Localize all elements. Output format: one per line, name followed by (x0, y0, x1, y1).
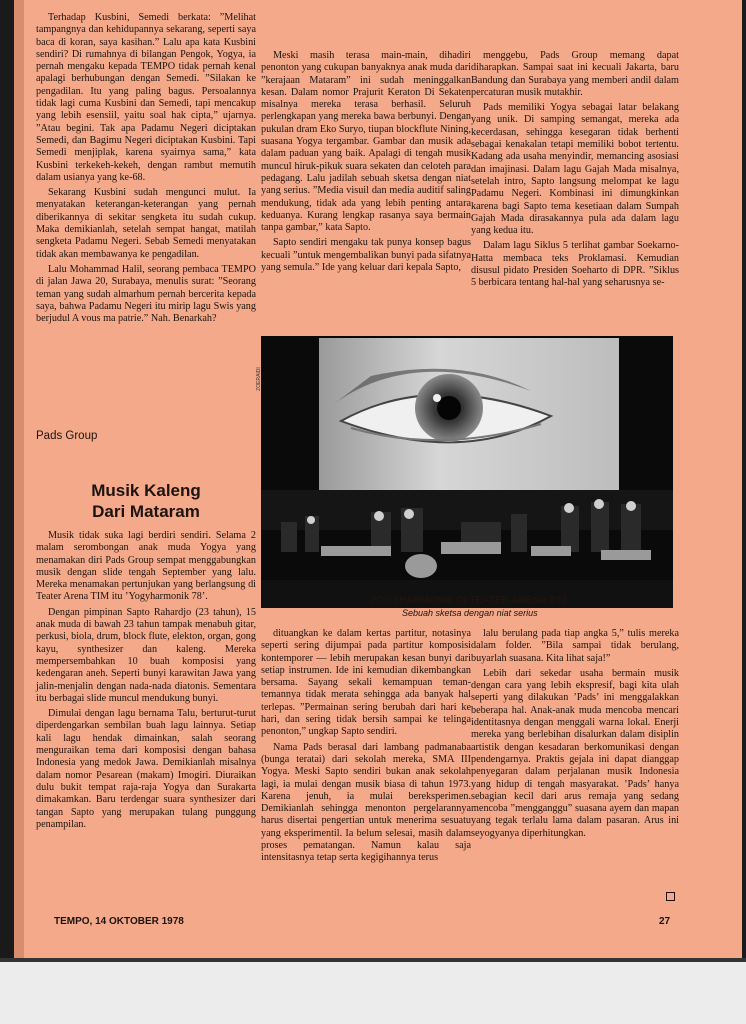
paragraph: Sekarang Kusbini sudah mengunci mulut. Ia menyatakan keterangan-keterangan yang pernah diberikannya di sekitar sengketa itu sudah cukup. Maka demikianlah, setelah sempat hangat, matilah sengketa Padamu Negeri. Sebab Semedi menyatakan tidak akan membawanya ke pengadilan. (36, 187, 256, 260)
concert-photo (255, 336, 673, 608)
column-1-top (36, 12, 256, 328)
paragraph: Lebih dari sekedar usaha bermain musik dengan cara yang lebih ekspresif, bagi kita ulah seperti yang dilakukan ’Pads’ ini menggalakkan beberapa hal. Anak-anak muda mencoba mencari identitasnya dengan menggali warna lokal. Enerji mereka yang berlebihan disalurkan dalam disiplin artistik dengan kesadaran berkomunikasi dengan pendengarnya. Praktis gejala ini dapat dianggap penyegaran dalam perjalanan musik Indonesia yang hidup di tengah masyarakat. ’Pads’ hanya sebagian kecil dari arus remaja yang sedang mencoba ”mengganggu” suasana ayem dan mapan yang tegak terlalu lama dalam pasaran. Arus ini seyogyanya diperhitungkan. (471, 667, 679, 839)
headline-line-1: Musik Kaleng (91, 481, 201, 500)
headline-line-2: Dari Mataram (92, 502, 200, 521)
page-number: 27 (659, 916, 671, 927)
section-label: Pads Group (36, 430, 98, 442)
magazine-page (14, 0, 742, 958)
column-1-bottom (36, 530, 256, 834)
publication-date: TEMPO, 14 OKTOBER 1978 (54, 916, 184, 927)
paragraph: menggebu, Pads Group memang dapat diharapkan. Sampai saat ini kecuali Jakarta, baru Bandung dan Surabaya yang memberi andil dalam percaturan musik mutakhir. (471, 50, 679, 98)
page-edge (0, 958, 746, 962)
concert-photo-image (261, 336, 673, 608)
paragraph: Dimulai dengan lagu bernama Talu, berturut-turut diperdengarkan sembilan buah lagu lainnya. Setiap kali lagu hendak dimainkan, salah seorang menguraikan tema dari komposisi dengan bahasa Indonesia yang medok Jawa. Demikianlah misalnya dalam nomor Pesarean (makam) Imogiri. Diuraikan dulu bukit tempat raja-raja Yogya dan Surakarta dimakamkan. Baru terdengar suara synthesizer dari tangan Sapto yang merupakan tulang punggung penampilan. (36, 708, 256, 830)
column-2-bottom (261, 628, 471, 868)
paragraph: Dalam lagu Siklus 5 terlihat gambar Soekarno-Hatta membaca teks Proklamasi. Kemudian disusul pidato Presiden Soeharto di DPR. ”Siklus 5 berbicara tentang hal-hal yang seharusnya se- (471, 240, 679, 289)
page-gutter (14, 0, 24, 958)
paragraph: Lalu Mohammad Halil, seorang pembaca TEMPO di jalan Jawa 20, Surabaya, menulis surat: ”Seorang teman yang sudah almarhum pernah bercerita kepada saya, bahwa Padamu Negeri itu mirip lagu Swis yang berjudul A vous ma patrie.” Nah. Benarkah? (36, 263, 256, 325)
paragraph: Dengan pimpinan Sapto Rahardjo (23 tahun), 15 anak muda di bawah 23 tahun tampak menabuh gitar, perkusi, biola, drum, block flute, elekton, organ, gong kayu, synthesizer dan kaleng. Mereka mempersembahkan 10 buah komposisi yang kedengaran aneh. Seperti bunyi karawitan Jawa yang jalin-menjalin dengan nada-nada diatonis. Sementara itu berbagai slide muncul mendukung bunyi. (36, 606, 256, 704)
column-2-top (261, 50, 471, 277)
column-3-bottom (471, 628, 679, 843)
column-3-top (471, 50, 679, 293)
paragraph: dituangkan ke dalam kertas partitur, notasinya seperti sering dijumpai pada partitur komposisi kontemporer — lebih merupakan kesan bunyi dari setiap instrumen. Ide ini kemudian dikembangkan bersama. Sayang sekali kemampuan teman-temannya tidak merata sehingga ada banyak hal terlepas. ”Permainan sering berubah dari hari ke hari, dan sering tidak bersih sampai ke telinga penonton,” ungkap Sapto sendiri. (261, 628, 471, 738)
end-of-article-mark (666, 892, 675, 901)
paragraph: Pads memiliki Yogya sebagai latar belakang yang unik. Di samping semangat, mereka ada kecerdasan, sehingga kesegaran tidak berhenti sebagai kenakalan tetapi memiliki bobot tertentu. Kadang ada usaha menyindir, memancing asosiasi dan imajinasi. Dalam lagu Gajah Mada misalnya, setelah intro, Sapto langsung melompat ke lagu Padamu Negeri. Kombinasi ini dimungkinkan karena bagi Sapto tema kesetiaan dalam Sumpah Gajah Mada dirasakannya pula ada dalam lagu yang kedua itu. (471, 102, 679, 237)
photo-subcaption: Sebuah sketsa dengan niat serius (402, 608, 538, 618)
scan-background (0, 958, 746, 1024)
photo-credit: ZOERAIDI (255, 367, 262, 391)
paragraph: Musik tidak suka lagi berdiri sendiri. Selama 2 malam serombongan anak muda Yogya yang menamakan diri Pads Group sempat menggabungkan musik dengan slide tengah September yang lalu. Mereka menamakan pertunjukan yang berlangsung di Teater Arena TIM itu ’Yogyharmonik 78’. (36, 530, 256, 603)
paragraph: Meski masih terasa main-main, dihadiri penonton yang cukupan banyaknya anak muda dari ”kerajaan Mataram” ini sudah meninggalkan kesan. Dalam nomor Prajurit Keraton Di Sekaten misalnya mereka terasa berhasil. Seluruh perlengkapan yang mereka bawa berbunyi. Dengan pukulan dram Eko Suryo, tiupan blockflute Nining, suasana Yogya tergambar. Gambar dan musik ada dalam paduan yang baik. Apalagi di tengah musik muncul hiruk-pikuk suara sekaten dan celoteh para pedagang. Lalu jadilah sebuah sketsa dengan niat yang serius. ”Media visuil dan media auditif saling mendukung, tidak ada yang lebih penting antara keduanya. Kurang lengkap rasanya saya bermain tanpa gambar,” kata Sapto. (261, 50, 471, 234)
photo-caption: YOGYHARMONIK DI TEATER ARENA TIM (370, 595, 567, 606)
article-headline (36, 480, 256, 522)
paragraph: lalu berulang pada tiap angka 5,” tulis mereka dalam folder. ”Bila sampai tidak berulang, buyarlah suasana. Kita lihat saja!” (471, 628, 679, 664)
paragraph: Sapto sendiri mengaku tak punya konsep bagus kecuali ”untuk mengembalikan bunyi pada sifatnya yang semula.” Ide yang keluar dari kepala Sapto, (261, 237, 471, 274)
paragraph: Nama Pads berasal dari lambang padmanaba (bunga teratai) dari sekolah mereka, SMA III Yogya. Meski Sapto sendiri bukan anak sekolah lagi, ia mulai dengan musik biasa di tahun 1973. Karena jenuh, ia mulai bereksperimen. Demikianlah sehingga menonton pergelarannya harus disertai pengertian untuk menerima sesuatu yang eksperimentil. Ia belum selesai, masih dalam proses pematangan. Namun kalau saja intensitasnya tetap serta kegigihannya terus (261, 741, 471, 864)
paragraph: Terhadap Kusbini, Semedi berkata: ”Melihat tampangnya dan kehidupannya sekarang, seperti saya baca di koran, saya kasihan.” Lalu apa kata Kusbini sendiri? Di rumahnya di bilangan Pengok, Yogya, ia pernah mengaku kepada TEMPO tidak pernah kenal apalagi berhubungan dengan Semedi. ”Silakan ke pengadilan. Itu yang paling bagus. Persoalannya tidak lagi cuma Kusbini dan Semedi, tapi mencakup yang lebih esensiil, yaitu soal hak cipta,” ujarnya. ”Atau begini. Tak apa Padamu Negeri diciptakan Semedi, dan Bagimu Negeri diciptakan Kusbini. Tapi Semedi menjiplak, karena syairnya sama,” kata Kusbini terkekeh-kekeh, dengan rambut memutih dalam usianya yang ke-68. (36, 12, 256, 183)
